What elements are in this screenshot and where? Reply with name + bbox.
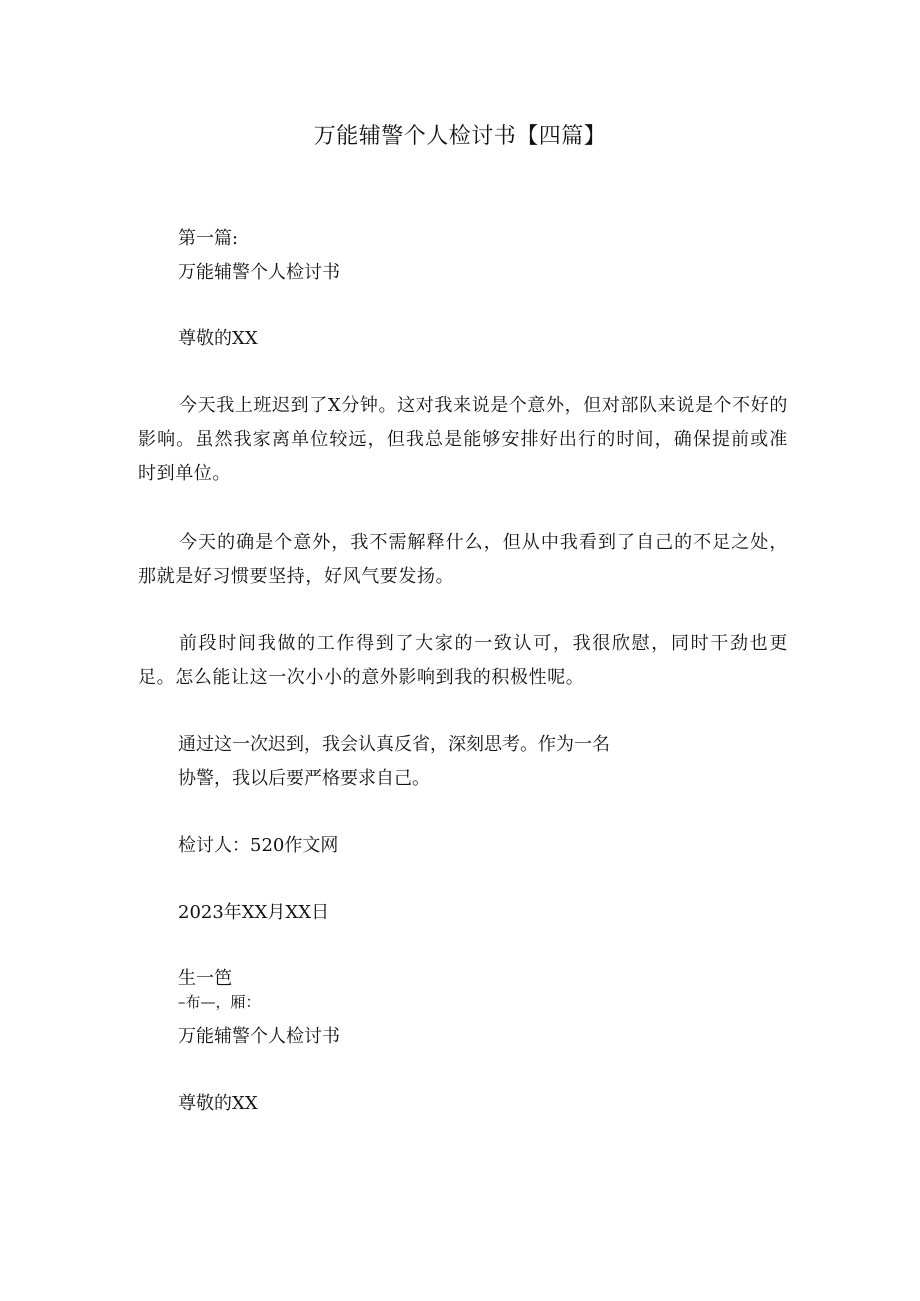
closing-line: 协警，我以后要严格要求自己。 [178, 768, 430, 789]
salutation: 尊敬的XX [178, 1093, 258, 1114]
document-date: 2023年XX月XX日 [178, 902, 330, 923]
closing-line: 通过这一次迟到，我会认真反省，深刻思考。作为一名 [178, 734, 610, 755]
body-paragraph: 前段时间我做的工作得到了大家的一致认可，我很欣慰，同时干劲也更足。怎么能让这一次小小的意外影响到我的积极性呢。 [138, 633, 788, 688]
section-heading: 第一篇: [178, 228, 239, 249]
section-subtitle: 万能辅警个人检讨书 [178, 262, 340, 283]
section-subtitle: 万能辅警个人检讨书 [178, 1026, 340, 1047]
section-heading-garbled: –布—，厢： [178, 993, 261, 1011]
section-heading: 生一笆 [178, 968, 232, 989]
document-title: 万能辅警个人检讨书【四篇】 [313, 124, 607, 149]
salutation: 尊敬的XX [178, 328, 258, 349]
body-paragraph: 今天的确是个意外，我不需解释什么，但从中我看到了自己的不足之处，那就是好习惯要坚持，好风气要发扬。 [138, 532, 788, 587]
signer: 检讨人：520作文网 [178, 835, 339, 856]
body-paragraph: 今天我上班迟到了X分钟。这对我来说是个意外，但对部队来说是个不好的影响。虽然我家离单位较远，但我总是能够安排好出行的时间，确保提前或准时到单位。 [138, 395, 788, 484]
